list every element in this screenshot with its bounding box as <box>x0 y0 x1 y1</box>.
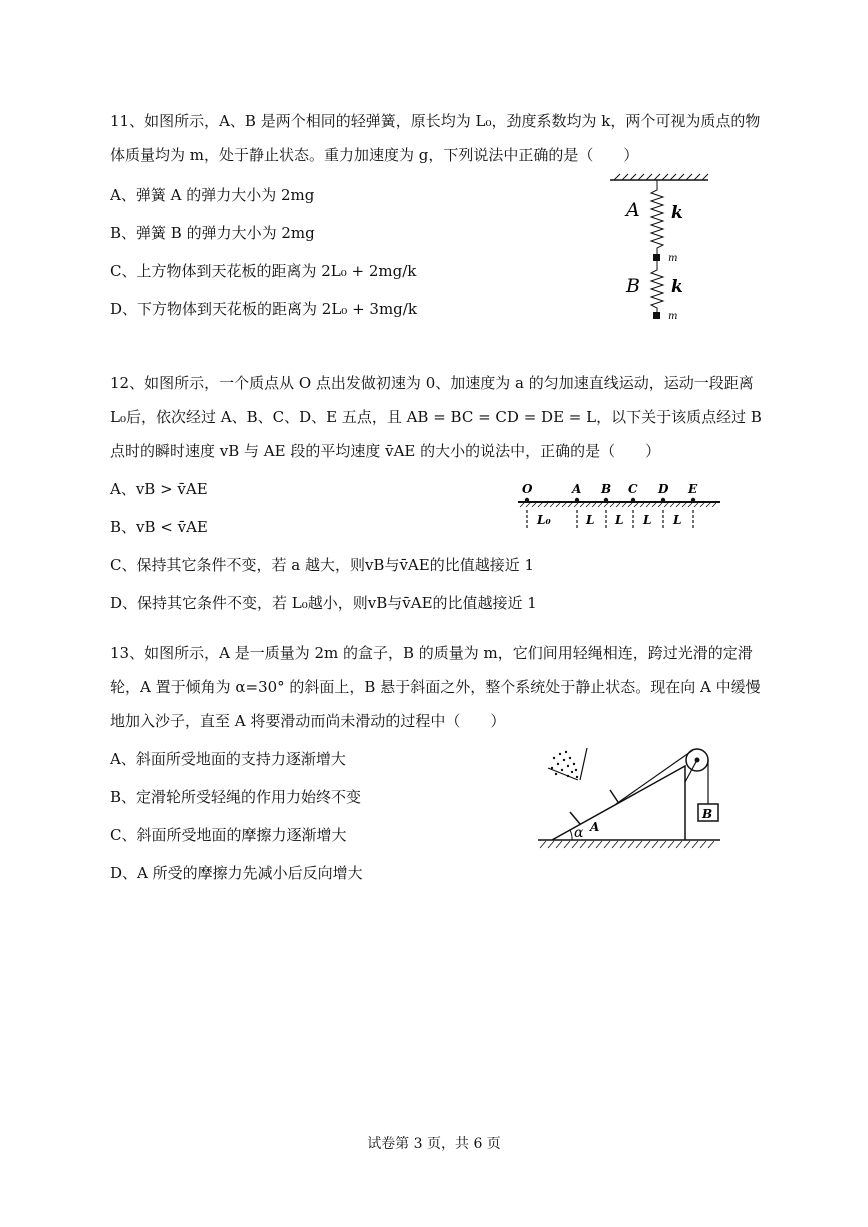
incline-figure <box>530 738 724 856</box>
spring-b-k-label: k <box>671 277 683 297</box>
question-11-option-b[interactable]: B、弹簧 B 的弹力大小为 2mg <box>110 224 315 242</box>
question-13-option-c[interactable]: C、斜面所受地面的摩擦力逐渐增大 <box>110 826 347 844</box>
spring-b-label: B <box>626 275 640 297</box>
point-o <box>525 498 529 502</box>
label-l0: L₀ <box>537 513 551 527</box>
question-11-option-d[interactable]: D、下方物体到天花板的距离为 2L₀ + 3mg/k <box>110 300 417 318</box>
question-11-option-a[interactable]: A、弹簧 A 的弹力大小为 2mg <box>110 186 315 204</box>
label-b: B <box>601 482 612 496</box>
label-d: D <box>658 482 669 496</box>
label-l-ab: L <box>586 513 595 527</box>
label-o: O <box>522 482 533 496</box>
lower-mass <box>653 312 660 319</box>
point-d <box>661 498 665 502</box>
box-a-label: A <box>590 820 600 834</box>
angle-label: α <box>574 825 584 841</box>
question-12-stem: 12、如图所示，一个质点从 O 点出发做初速为 0、加速度为 a 的匀加速直线运动，运动一段距离 L₀后，依次经过 A、B、C、D、E 五点，且 AB = BC = CD = DE = L，以下关于该质点经过 B 点时的瞬时速度 vB 与 AE 段的平均速度 v̄AE 的大小的说法中，正确的是（ ） <box>110 374 762 460</box>
point-e <box>691 498 695 502</box>
question-13-option-a[interactable]: A、斜面所受地面的支持力逐渐增大 <box>110 750 346 768</box>
label-l-cd: L <box>643 513 652 527</box>
spring-figure <box>600 170 715 325</box>
rope-to-box <box>616 750 693 804</box>
question-12-option-c[interactable]: C、保持其它条件不变，若 a 越大，则vB与v̄AE的比值越接近 1 <box>110 556 535 574</box>
label-a: A <box>572 482 582 496</box>
question-11-stem: 11、如图所示，A、B 是两个相同的轻弹簧，原长均为 L₀，劲度系数均为 k，两个可视为质点的物体质量均为 m，处于静止状态。重力加速度为 g，下列说法中正确的是（ ） <box>110 112 761 164</box>
block-b-label: B <box>702 807 713 821</box>
label-c: C <box>628 482 638 496</box>
point-c <box>631 498 635 502</box>
label-l-bc: L <box>615 513 624 527</box>
label-l-de: L <box>673 513 682 527</box>
lower-mass-label: m <box>668 311 678 322</box>
upper-mass-label: m <box>668 253 678 264</box>
point-b <box>604 498 608 502</box>
question-13-option-d[interactable]: D、A 所受的摩擦力先减小后反向增大 <box>110 864 363 882</box>
question-13-stem: 13、如图所示，A 是一质量为 2m 的盒子，B 的质量为 m，它们间用轻绳相连，跨过光滑的定滑轮，A 置于倾角为 α=30° 的斜面上，B 悬于斜面之外，整个系统处于静止状态。现在向 A 中缓慢地加入沙子，直至 A 将要滑动而尚未滑动的过程中（ ） <box>110 644 761 730</box>
page-footer: 试卷第 3 页，共 6 页 <box>367 1136 501 1152</box>
motion-figure <box>512 476 724 534</box>
question-11-option-c[interactable]: C、上方物体到天花板的距离为 2L₀ + 2mg/k <box>110 262 417 280</box>
question-12-option-a[interactable]: A、vB > v̄AE <box>110 480 208 498</box>
question-12-option-b[interactable]: B、vB < v̄AE <box>110 518 208 536</box>
spring-a-label: A <box>626 199 640 221</box>
spring-a-k-label: k <box>671 203 683 223</box>
question-13-option-b[interactable]: B、定滑轮所受轻绳的作用力始终不变 <box>110 788 362 806</box>
upper-mass <box>653 254 660 261</box>
question-12-option-d[interactable]: D、保持其它条件不变，若 L₀越小，则vB与v̄AE的比值越接近 1 <box>110 594 537 612</box>
label-e: E <box>688 482 698 496</box>
point-a <box>575 498 579 502</box>
